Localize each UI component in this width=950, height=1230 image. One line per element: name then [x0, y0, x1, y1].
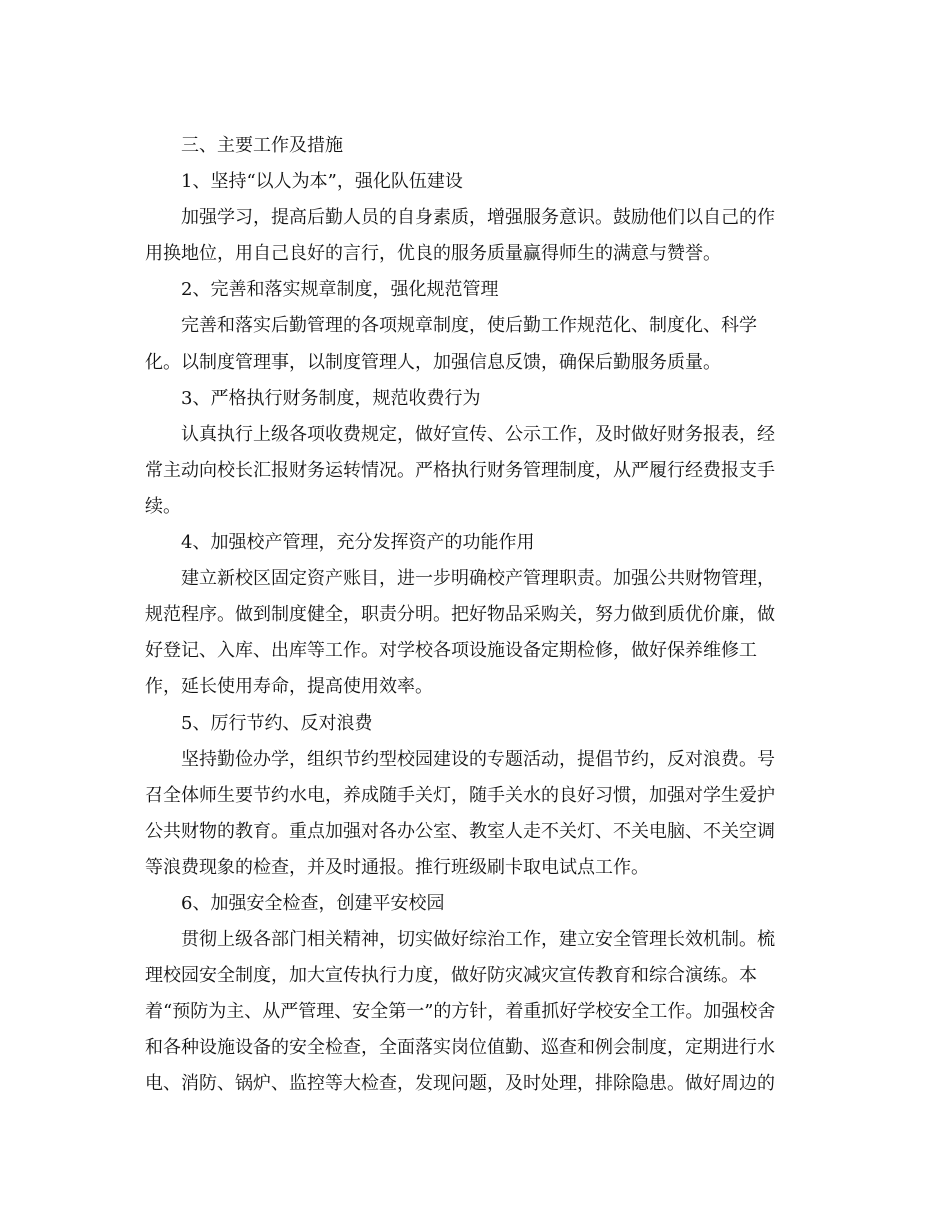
- paragraph-line: 完善和落实后勤管理的各项规章制度，使后勤工作规范化、制度化、科学: [181, 315, 757, 337]
- item-heading: 4、加强校产管理，充分发挥资产的功能作用: [181, 532, 535, 554]
- paragraph-line: 化。以制度管理事，以制度管理人，加强信息反馈，确保后勤服务质量。: [145, 351, 721, 373]
- paragraph-line: 着“预防为主、从严管理、安全第一”的方针，着重抓好学校安全工作。加强校舍: [145, 1001, 776, 1023]
- paragraph-line: 等浪费现象的检查，并及时通报。推行班级刷卡取电试点工作。: [145, 856, 649, 878]
- item-heading: 5、厉行节约、反对浪费: [181, 712, 373, 734]
- paragraph-line: 认真执行上级各项收费规定，做好宣传、公示工作，及时做好财务报表，经: [181, 423, 775, 445]
- paragraph-line: 召全体师生要节约水电，养成随手关灯，随手关水的良好习惯，加强对学生爱护: [145, 784, 775, 806]
- item-heading: 6、加强安全检查，创建平安校园: [181, 892, 445, 914]
- paragraph-line: 用换地位，用自己良好的言行，优良的服务质量赢得师生的满意与赞誉。: [145, 243, 721, 265]
- paragraph-line: 常主动向校长汇报财务运转情况。严格执行财务管理制度，从严履行经费报支手: [145, 459, 775, 481]
- paragraph-line: 好登记、入库、出库等工作。对学校各项设施设备定期检修，做好保养维修工: [145, 640, 757, 662]
- paragraph-line: 作，延长使用寿命，提高使用效率。: [145, 676, 433, 698]
- paragraph-line: 续。: [145, 495, 181, 517]
- item-heading: 1、坚持“以人为本”，强化队伍建设: [181, 171, 463, 193]
- paragraph-line: 和各种设施设备的安全检查，全面落实岗位值勤、巡查和例会制度，定期进行水: [145, 1037, 775, 1059]
- paragraph-line: 建立新校区固定资产账目，进一步明确校产管理职责。加强公共财物管理，: [181, 568, 775, 590]
- item-heading: 3、严格执行财务制度，规范收费行为: [181, 387, 481, 409]
- paragraph-line: 规范程序。做到制度健全，职责分明。把好物品采购关，努力做到质优价廉，做: [145, 604, 775, 626]
- document-body: [145, 128, 805, 1103]
- paragraph-line: 电、消防、锅炉、监控等大检查，发现问题，及时处理，排除隐患。做好周边的: [145, 1073, 775, 1095]
- section-heading: 三、主要工作及措施: [181, 135, 343, 156]
- paragraph-line: 理校园安全制度，加大宣传执行力度，做好防灾减灾宣传教育和综合演练。本: [145, 965, 757, 987]
- paragraph-line: 贯彻上级各部门相关精神，切实做好综治工作，建立安全管理长效机制。梳: [181, 929, 775, 951]
- paragraph-line: 公共财物的教育。重点加强对各办公室、教室人走不关灯、不关电脑、不关空调: [145, 820, 775, 842]
- item-heading: 2、完善和落实规章制度，强化规范管理: [181, 279, 499, 301]
- paragraph-line: 坚持勤俭办学，组织节约型校园建设的专题活动，提倡节约，反对浪费。号: [181, 748, 775, 770]
- paragraph-line: 加强学习，提高后勤人员的自身素质，增强服务意识。鼓励他们以自己的作: [181, 207, 775, 229]
